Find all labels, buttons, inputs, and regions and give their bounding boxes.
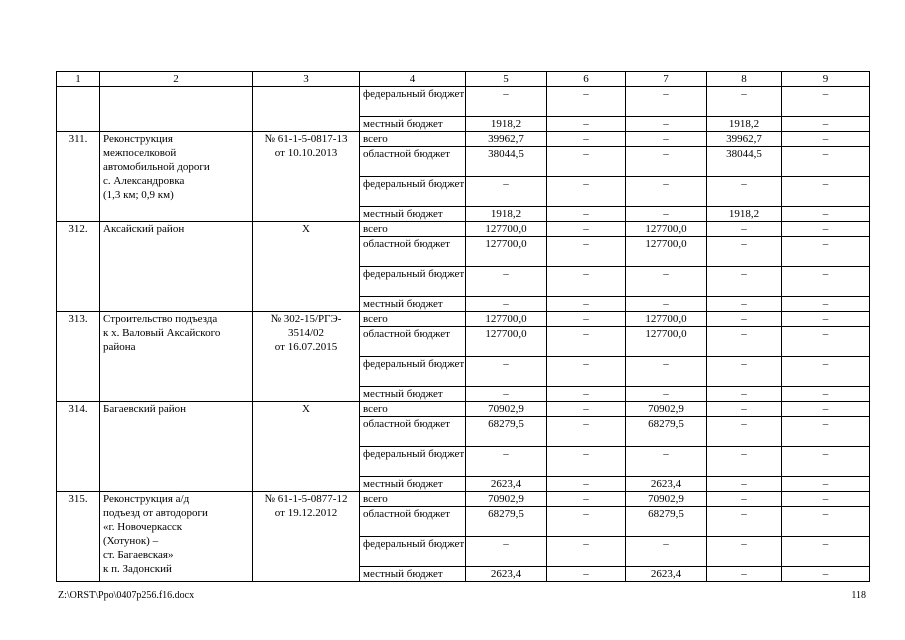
amount-cell-8: –	[707, 417, 782, 447]
amount-cell-7: 127700,0	[626, 312, 707, 327]
amount-cell-7: –	[626, 132, 707, 147]
amount-cell-6: –	[547, 567, 626, 582]
amount-cell-7: 127700,0	[626, 222, 707, 237]
table-row	[57, 312, 870, 327]
amount-cell-5: 2623,4	[466, 477, 547, 492]
amount-cell-7: –	[626, 447, 707, 477]
object-name-line: ст. Багаевская»	[103, 549, 174, 561]
object-name-line: подъезд от автодороги	[103, 507, 208, 519]
object-name-line: Аксайский район	[103, 223, 185, 235]
amount-cell-7: –	[626, 537, 707, 567]
header-cell: 4	[360, 72, 466, 87]
table-row	[57, 132, 870, 147]
object-name	[100, 402, 253, 492]
object-name	[100, 87, 253, 132]
amount-cell-5: –	[466, 447, 547, 477]
amount-cell-9: –	[782, 492, 870, 507]
funding-source: всего	[360, 132, 466, 147]
amount-cell-6: –	[547, 267, 626, 297]
amount-cell-8: –	[707, 357, 782, 387]
funding-source: всего	[360, 492, 466, 507]
amount-cell-8: 39962,7	[707, 132, 782, 147]
amount-cell-9: –	[782, 267, 870, 297]
amount-cell-9: –	[782, 222, 870, 237]
object-name-line: автомобильной дороги	[103, 161, 210, 173]
amount-cell-9: –	[782, 507, 870, 537]
amount-cell-8: –	[707, 177, 782, 207]
funding-source: федеральный бюджет	[360, 87, 466, 117]
amount-cell-9: –	[782, 402, 870, 417]
amount-cell-7: 68279,5	[626, 507, 707, 537]
amount-cell-7: 2623,4	[626, 567, 707, 582]
document-reference	[253, 312, 360, 402]
funding-source: федеральный бюджет	[360, 447, 466, 477]
funding-source: местный бюджет	[360, 387, 466, 402]
amount-cell-6: –	[547, 117, 626, 132]
amount-cell-8: –	[707, 492, 782, 507]
item-number: 315.	[57, 492, 100, 582]
header-row	[57, 72, 870, 87]
document-reference-line: № 302-15/РГЭ-	[270, 313, 342, 325]
funding-source: областной бюджет	[360, 417, 466, 447]
amount-cell-8: –	[707, 447, 782, 477]
header-cell: 7	[626, 72, 707, 87]
amount-cell-5: 38044,5	[466, 147, 547, 177]
table-row	[57, 402, 870, 417]
amount-cell-8: –	[707, 312, 782, 327]
funding-source: местный бюджет	[360, 207, 466, 222]
amount-cell-9: –	[782, 207, 870, 222]
amount-cell-6: –	[547, 387, 626, 402]
funding-source: областной бюджет	[360, 507, 466, 537]
object-name	[100, 222, 253, 312]
item-number	[57, 87, 100, 132]
amount-cell-6: –	[547, 537, 626, 567]
amount-cell-5: 127700,0	[466, 312, 547, 327]
amount-cell-9: –	[782, 117, 870, 132]
amount-cell-5: –	[466, 297, 547, 312]
item-number: 311.	[57, 132, 100, 222]
document-reference-line: от 10.10.2013	[274, 147, 338, 159]
amount-cell-9: –	[782, 567, 870, 582]
item-number: 312.	[57, 222, 100, 312]
table-body	[57, 87, 870, 582]
amount-cell-8: 38044,5	[707, 147, 782, 177]
funding-source: местный бюджет	[360, 567, 466, 582]
funding-source: областной бюджет	[360, 237, 466, 267]
amount-cell-9: –	[782, 297, 870, 312]
amount-cell-9: –	[782, 312, 870, 327]
amount-cell-9: –	[782, 477, 870, 492]
amount-cell-8: –	[707, 297, 782, 312]
funding-source: федеральный бюджет	[360, 357, 466, 387]
funding-source: всего	[360, 402, 466, 417]
amount-cell-6: –	[547, 132, 626, 147]
amount-cell-9: –	[782, 87, 870, 117]
amount-cell-5: 1918,2	[466, 207, 547, 222]
amount-cell-7: –	[626, 177, 707, 207]
amount-cell-5: 1918,2	[466, 117, 547, 132]
amount-cell-5: –	[466, 267, 547, 297]
amount-cell-8: –	[707, 402, 782, 417]
funding-source: областной бюджет	[360, 147, 466, 177]
amount-cell-9: –	[782, 537, 870, 567]
document-reference-line: от 16.07.2015	[274, 341, 338, 353]
amount-cell-7: 2623,4	[626, 477, 707, 492]
amount-cell-5: 127700,0	[466, 327, 547, 357]
document-reference	[253, 222, 360, 312]
funding-source: областной бюджет	[360, 327, 466, 357]
amount-cell-6: –	[547, 312, 626, 327]
object-name-line: (1,3 км; 0,9 км)	[103, 189, 174, 201]
amount-cell-5: –	[466, 357, 547, 387]
amount-cell-6: –	[547, 417, 626, 447]
amount-cell-5: 70902,9	[466, 492, 547, 507]
funding-source: всего	[360, 312, 466, 327]
file-path-footer: Z:\ORST\Ppo\0407p256.f16.docx	[58, 590, 195, 601]
table-row	[57, 492, 870, 507]
amount-cell-5: –	[466, 87, 547, 117]
amount-cell-5: 70902,9	[466, 402, 547, 417]
funding-source: местный бюджет	[360, 297, 466, 312]
object-name-line: Реконструкция а/д	[103, 493, 190, 505]
amount-cell-9: –	[782, 132, 870, 147]
amount-cell-9: –	[782, 357, 870, 387]
funding-source: федеральный бюджет	[360, 537, 466, 567]
amount-cell-5: 127700,0	[466, 222, 547, 237]
amount-cell-8: –	[707, 267, 782, 297]
amount-cell-6: –	[547, 177, 626, 207]
amount-cell-7: –	[626, 87, 707, 117]
object-name	[100, 312, 253, 402]
header-cell: 9	[782, 72, 870, 87]
amount-cell-7: 70902,9	[626, 492, 707, 507]
amount-cell-7: –	[626, 147, 707, 177]
amount-cell-9: –	[782, 417, 870, 447]
amount-cell-5: 2623,4	[466, 567, 547, 582]
amount-cell-8: –	[707, 222, 782, 237]
funding-source: федеральный бюджет	[360, 267, 466, 297]
amount-cell-5: –	[466, 177, 547, 207]
amount-cell-7: –	[626, 357, 707, 387]
amount-cell-7: 68279,5	[626, 417, 707, 447]
amount-cell-8: –	[707, 327, 782, 357]
header-cell: 5	[466, 72, 547, 87]
amount-cell-5: –	[466, 537, 547, 567]
amount-cell-6: –	[547, 477, 626, 492]
document-reference-line: Х	[302, 403, 310, 415]
amount-cell-6: –	[547, 402, 626, 417]
document-reference	[253, 492, 360, 582]
amount-cell-6: –	[547, 237, 626, 267]
amount-cell-8: –	[707, 387, 782, 402]
item-number: 314.	[57, 402, 100, 492]
funding-source: федеральный бюджет	[360, 177, 466, 207]
document-reference	[253, 402, 360, 492]
item-number: 313.	[57, 312, 100, 402]
document-reference-line: 3514/02	[287, 327, 325, 339]
header-cell: 1	[57, 72, 100, 87]
amount-cell-6: –	[547, 297, 626, 312]
document-reference-line: Х	[302, 223, 310, 235]
amount-cell-8: –	[707, 537, 782, 567]
amount-cell-9: –	[782, 237, 870, 267]
table-row	[57, 87, 870, 117]
object-name	[100, 492, 253, 582]
object-name-line: к п. Задонский	[103, 563, 172, 575]
header-cell: 6	[547, 72, 626, 87]
amount-cell-6: –	[547, 222, 626, 237]
document-reference-line: от 19.12.2012	[274, 507, 338, 519]
amount-cell-7: –	[626, 387, 707, 402]
amount-cell-6: –	[547, 447, 626, 477]
object-name-line: межпоселковой	[103, 147, 177, 159]
amount-cell-8: 1918,2	[707, 117, 782, 132]
amount-cell-9: –	[782, 387, 870, 402]
amount-cell-8: –	[707, 507, 782, 537]
amount-cell-8: –	[707, 237, 782, 267]
funding-source: местный бюджет	[360, 117, 466, 132]
amount-cell-9: –	[782, 147, 870, 177]
object-name-line: к х. Валовый Аксайского	[103, 327, 221, 339]
object-name-line: района	[103, 341, 136, 353]
object-name-line: с. Александровка	[103, 175, 185, 187]
object-name-line: (Хотунок) –	[103, 535, 159, 547]
header-cell: 8	[707, 72, 782, 87]
object-name	[100, 132, 253, 222]
amount-cell-8: 1918,2	[707, 207, 782, 222]
amount-cell-6: –	[547, 207, 626, 222]
amount-cell-7: 127700,0	[626, 237, 707, 267]
amount-cell-9: –	[782, 447, 870, 477]
amount-cell-9: –	[782, 177, 870, 207]
page-number: 118	[851, 590, 866, 601]
amount-cell-7: –	[626, 117, 707, 132]
amount-cell-5: 39962,7	[466, 132, 547, 147]
document-reference	[253, 87, 360, 132]
document-reference	[253, 132, 360, 222]
amount-cell-6: –	[547, 327, 626, 357]
amount-cell-8: –	[707, 567, 782, 582]
object-name-line: «г. Новочеркасск	[103, 521, 183, 533]
object-name-line: Реконструкция	[103, 133, 173, 145]
table-header	[57, 72, 870, 87]
document-reference-line: № 61-1-5-0817-13	[264, 133, 348, 145]
amount-cell-5: 68279,5	[466, 417, 547, 447]
amount-cell-5: –	[466, 387, 547, 402]
document-reference-line: № 61-1-5-0877-12	[264, 493, 348, 505]
amount-cell-6: –	[547, 87, 626, 117]
amount-cell-6: –	[547, 357, 626, 387]
amount-cell-7: 70902,9	[626, 402, 707, 417]
amount-cell-5: 127700,0	[466, 237, 547, 267]
amount-cell-6: –	[547, 147, 626, 177]
budget-table	[56, 71, 870, 582]
amount-cell-5: 68279,5	[466, 507, 547, 537]
object-name-line: Строительство подъезда	[103, 313, 218, 325]
header-cell: 2	[100, 72, 253, 87]
amount-cell-8: –	[707, 477, 782, 492]
amount-cell-7: –	[626, 207, 707, 222]
amount-cell-7: –	[626, 267, 707, 297]
funding-source: местный бюджет	[360, 477, 466, 492]
amount-cell-8: –	[707, 87, 782, 117]
amount-cell-6: –	[547, 492, 626, 507]
amount-cell-7: 127700,0	[626, 327, 707, 357]
header-cell: 3	[253, 72, 360, 87]
amount-cell-6: –	[547, 507, 626, 537]
funding-source: всего	[360, 222, 466, 237]
object-name-line: Багаевский район	[103, 403, 187, 415]
amount-cell-9: –	[782, 327, 870, 357]
amount-cell-7: –	[626, 297, 707, 312]
table-row	[57, 222, 870, 237]
